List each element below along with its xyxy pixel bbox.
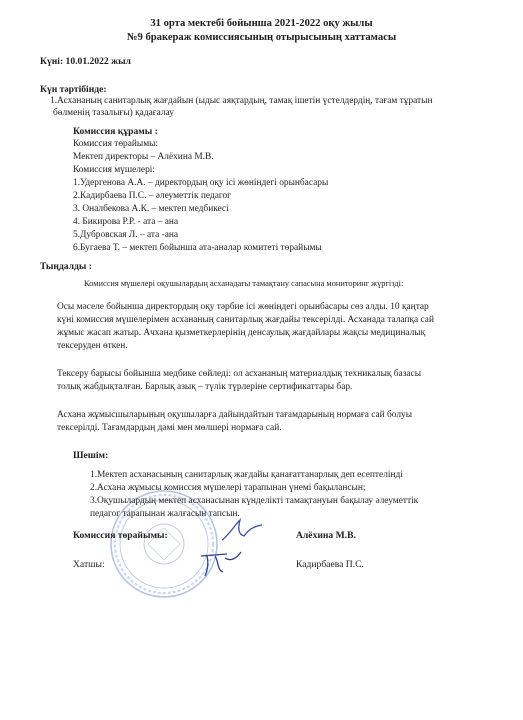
heard-p1-line: жұмыс жасап жатыр. Ачхана қызметкерлерінің денсаулық жағдайлары жақсы медициналық: [57, 328, 426, 338]
decision-item: 2.Асхана жұмысы комиссия мүшелері тарапынан үнемі бақылансын;: [90, 483, 366, 493]
commission-chair-title: Комиссия төрайымы:: [73, 139, 159, 149]
heard-intro: Комиссия мүшелері оқушылардың асханадағы тамақтану сапасына мониторинг жүргізді:: [84, 279, 404, 288]
agenda-item-line2: бөлменің тазалығы) қадағалау: [53, 108, 174, 118]
heard-heading: Тыңдалды :: [40, 261, 92, 272]
commission-member: 5.Дубровская Л. – ата -ана: [73, 230, 179, 240]
secretary-signature-mark: [197, 548, 245, 578]
doc-date: Күні: 10.01.2022 жыл: [40, 56, 131, 67]
commission-heading: Комиссия құрамы :: [73, 126, 158, 137]
commission-members-title: Комиссия мүшелері:: [73, 165, 155, 175]
commission-member: 1.Удергенова А.А. – директордың оқу ісі жөніндегі орынбасары: [73, 178, 329, 188]
heard-p2-line: толық жабдықталған. Барлық азық – түлік түрлеріне сертификаттары бар.: [57, 382, 353, 392]
agenda-item-line1: 1.Асхананың санитарлық жағдайын (ыдыс аяқтардың, тамақ ішетін үстелдердің, тағам тұратын: [50, 96, 433, 106]
chair-signature-label: Комиссия төрайымы:: [73, 530, 168, 541]
commission-member: 6.Бугаева Т. – мектеп бойынша ата-аналар комитеті төрайымы: [73, 243, 322, 253]
agenda-heading: Күн тәртібінде:: [40, 84, 107, 95]
chair-signature-mark: [218, 516, 268, 544]
chair-signature-name: Алёхина М.В.: [296, 530, 356, 541]
heard-p1-line: тексеруден өткен.: [57, 341, 128, 351]
heard-p1-line: күні комиссия мүшелерімен асхананың санитарлық жағдайы тексерілді. Асханада талапқа сай: [57, 315, 434, 325]
heard-p3-line: тексерілді. Тағамдардың дәмі мен мөлшері нормаға сай.: [57, 423, 282, 433]
heard-p3-line: Асхана жұмысшыларының оқушыларға дайындайтын тағамдарының нормаға сай болуы: [57, 410, 413, 420]
decision-item: педагог тарапынан жалғасын тапсын.: [90, 509, 240, 519]
decision-item: 3.Оқушылардың мектеп асханасынан күнделікті тамақтануын бақылау әлеуметтік: [90, 496, 419, 506]
commission-chair: Мектеп директоры – Алёхина М.В.: [73, 152, 214, 162]
commission-member: 4. Бикирова Р.Р. - ата – ана: [73, 217, 179, 227]
secretary-label: Хатшы:: [73, 559, 105, 570]
commission-member: 2.Кадирбаева П.С. – әлеуметтік педагог: [73, 191, 232, 201]
commission-member: 3. Оналбекова А.К. – мектеп медбикесі: [73, 204, 229, 214]
secretary-name: Кадирбаева П.С.: [296, 559, 364, 570]
heard-p1-line: Осы мәселе бойынша директордың оқу тәрбие ісі жөніндегі орынбасары сөз алды. 10 қаңтар: [57, 302, 429, 312]
heard-p2-line: Тексеру барысы бойынша медбике сөйледі: ол асхананың материалдық техникалық базасы: [57, 369, 422, 379]
decision-item: 1.Мектеп асханасының санитарлық жағдайы қанағаттанарлық деп есептелінді: [90, 470, 403, 480]
decision-heading: Шешім:: [73, 450, 109, 461]
doc-title-line2: №9 бракераж комиссиясының отырысының хаттамасы: [126, 32, 397, 43]
doc-title-line1: 31 орта мектебі бойынша 2021-2022 оқу жылы: [150, 18, 373, 29]
